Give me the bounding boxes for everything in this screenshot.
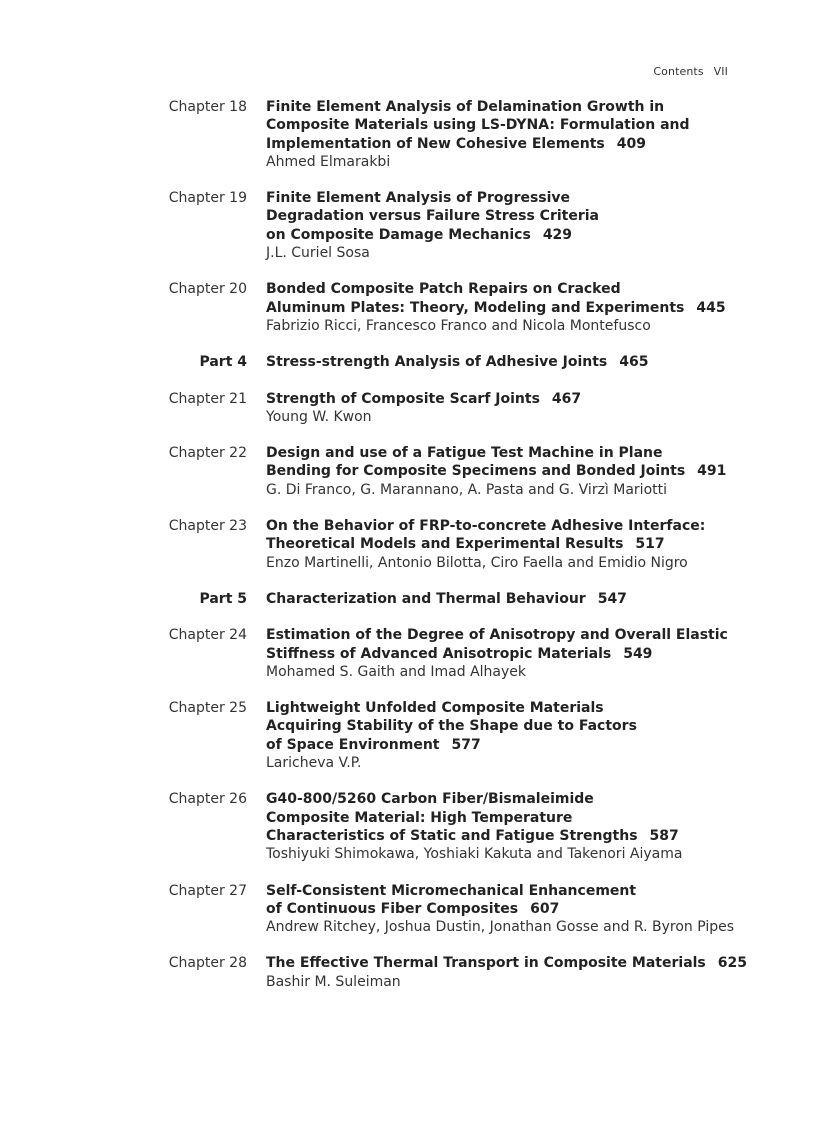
entry-title-text: Bending for Composite Specimens and Bonded Joints	[266, 463, 686, 480]
entry-page-number: 549	[623, 645, 653, 662]
entry-title-text: Characterization and Thermal Behaviour	[266, 590, 586, 607]
entry-title-text: of Space Environment	[266, 736, 440, 753]
toc-part-entry[interactable]	[0, 353, 816, 371]
entry-title-line	[266, 207, 726, 225]
entry-title-line	[266, 954, 748, 972]
entry-page-number: 409	[616, 135, 647, 152]
entry-title-text: Lightweight Unfolded Composite Materials	[266, 700, 604, 717]
entry-authors: Bashir M. Suleiman	[266, 973, 401, 990]
entry-page-number: 429	[542, 226, 573, 243]
toc-chapter-entry[interactable]	[0, 280, 816, 335]
toc-chapter-entry[interactable]	[0, 790, 816, 863]
entry-content	[266, 280, 726, 335]
entry-title-text: Composite Materials using LS-DYNA: Formulation and	[266, 117, 690, 134]
entry-authors: Young W. Kwon	[266, 408, 372, 425]
entry-title-line	[266, 827, 726, 845]
toc-chapter-entry[interactable]	[0, 444, 816, 499]
entry-title-line	[266, 809, 726, 827]
part-label: Part 4	[199, 354, 247, 371]
entry-title-line	[266, 626, 726, 644]
entry-page-number: 465	[619, 354, 649, 371]
entry-title-text: Bonded Composite Patch Repairs on Cracked	[266, 281, 621, 298]
entry-title-line	[266, 882, 726, 900]
entry-title-text: Composite Material: High Temperature	[266, 809, 573, 826]
entry-authors: Laricheva V.P.	[266, 755, 362, 772]
entry-title-text: The Effective Thermal Transport in Composite Materials	[266, 955, 706, 972]
chapter-label: Chapter 19	[168, 190, 247, 207]
chapter-label: Chapter 18	[168, 99, 247, 115]
entry-title-text: Stiffness of Advanced Anisotropic Materials	[266, 645, 612, 662]
entry-title-line	[266, 590, 726, 608]
entry-title-line	[266, 790, 726, 808]
entry-content	[266, 390, 726, 427]
entry-title-line	[266, 135, 726, 153]
entry-title-line	[266, 189, 726, 207]
entry-title-line	[266, 226, 726, 244]
entry-title-text: On the Behavior of FRP-to-concrete Adhesive Interface:	[266, 518, 706, 535]
entry-title-line	[266, 699, 726, 717]
entry-title-text: Theoretical Models and Experimental Results	[266, 536, 624, 553]
entry-content	[266, 790, 726, 863]
running-head-section: Contents	[653, 65, 704, 78]
entry-title-text: Aluminum Plates: Theory, Modeling and Experiments	[266, 299, 685, 316]
running-head-page-number: VII	[713, 65, 728, 78]
entry-authors: G. Di Franco, G. Marannano, A. Pasta and G. Virzì Mariotti	[266, 481, 667, 498]
toc-chapter-entry[interactable]	[0, 517, 816, 572]
chapter-label: Chapter 24	[168, 627, 247, 644]
entry-title-line	[266, 517, 726, 535]
entry-title-text: Finite Element Analysis of Progressive	[266, 190, 571, 207]
entry-title-line	[266, 353, 726, 371]
entry-content	[266, 517, 726, 572]
entry-title-line	[266, 98, 726, 116]
chapter-label: Chapter 22	[168, 445, 247, 462]
entry-title-text: Implementation of New Cohesive Elements	[266, 135, 605, 152]
toc-chapter-entry[interactable]	[0, 189, 816, 262]
chapter-label: Chapter 23	[168, 518, 247, 535]
toc-chapter-entry[interactable]	[0, 626, 816, 681]
entry-title-text: Finite Element Analysis of Delamination Growth in	[266, 99, 665, 115]
entry-content	[266, 882, 735, 937]
entry-title-line	[266, 900, 726, 918]
entry-title-line	[266, 390, 726, 408]
entry-title-line	[266, 717, 726, 735]
toc-chapter-entry[interactable]	[0, 882, 816, 937]
entry-title-text: Self-Consistent Micromechanical Enhancement	[266, 882, 637, 899]
chapter-label: Chapter 21	[168, 390, 247, 407]
entry-title-text: Stress-strength Analysis of Adhesive Joints	[266, 354, 608, 371]
entry-content	[266, 590, 726, 608]
chapter-label: Chapter 25	[168, 700, 247, 717]
entry-title-text: Estimation of the Degree of Anisotropy and Overall Elastic	[266, 627, 728, 644]
entry-title-line	[266, 462, 726, 480]
running-head	[653, 65, 728, 78]
entry-title-line	[266, 535, 726, 553]
toc-part-entry[interactable]	[0, 590, 816, 608]
entry-content	[266, 626, 726, 681]
entry-title-text: on Composite Damage Mechanics	[266, 226, 531, 243]
entry-page-number: 517	[635, 536, 665, 553]
toc-chapter-entry[interactable]	[0, 390, 816, 427]
toc-chapter-entry[interactable]	[0, 98, 816, 171]
entry-content	[266, 954, 748, 991]
entry-content	[266, 444, 726, 499]
toc-chapter-entry[interactable]	[0, 699, 816, 772]
entry-title-line	[266, 116, 726, 134]
entry-title-text: of Continuous Fiber Composites	[266, 900, 519, 917]
entry-page-number: 625	[717, 955, 748, 972]
part-label: Part 5	[199, 590, 247, 607]
entry-authors: Andrew Ritchey, Joshua Dustin, Jonathan Gosse and R. Byron Pipes	[266, 919, 735, 936]
entry-title-text: Degradation versus Failure Stress Criteria	[266, 208, 599, 225]
entry-page-number: 577	[451, 736, 481, 753]
entry-title-line	[266, 736, 726, 754]
entry-authors: Mohamed S. Gaith and Imad Alhayek	[266, 663, 526, 680]
entry-title-line	[266, 645, 726, 663]
entry-content	[266, 189, 726, 262]
chapter-label: Chapter 28	[168, 955, 247, 972]
entry-title-line	[266, 299, 726, 317]
entry-content	[266, 98, 726, 171]
entry-page-number: 467	[551, 390, 582, 407]
entry-title-line	[266, 280, 726, 298]
entry-content	[266, 699, 726, 772]
chapter-label: Chapter 20	[168, 281, 247, 298]
entry-title-text: G40-800/5260 Carbon Fiber/Bismaleimide	[266, 791, 594, 808]
entry-title-line	[266, 444, 726, 462]
toc-chapter-entry[interactable]	[0, 954, 816, 991]
entry-title-text: Characteristics of Static and Fatigue Strengths	[266, 827, 638, 844]
entry-page-number: 445	[696, 299, 726, 316]
entry-authors: J.L. Curiel Sosa	[266, 245, 370, 262]
chapter-label: Chapter 27	[168, 882, 247, 899]
entry-content	[266, 353, 726, 371]
entry-authors: Toshiyuki Shimokawa, Yoshiaki Kakuta and Takenori Aiyama	[266, 846, 683, 863]
entry-title-text: Design and use of a Fatigue Test Machine in Plane	[266, 445, 663, 462]
table-of-contents	[0, 98, 816, 1009]
chapter-label: Chapter 26	[168, 791, 247, 808]
entry-authors: Enzo Martinelli, Antonio Bilotta, Ciro Faella and Emidio Nigro	[266, 554, 688, 571]
entry-page-number: 607	[530, 900, 560, 917]
entry-title-text: Strength of Composite Scarf Joints	[266, 390, 540, 407]
entry-authors: Ahmed Elmarakbi	[266, 153, 391, 170]
entry-title-text: Acquiring Stability of the Shape due to Factors	[266, 718, 637, 735]
entry-page-number: 547	[597, 590, 627, 607]
entry-authors: Fabrizio Ricci, Francesco Franco and Nicola Montefusco	[266, 317, 651, 334]
entry-page-number: 491	[697, 463, 727, 480]
entry-page-number: 587	[649, 827, 679, 844]
